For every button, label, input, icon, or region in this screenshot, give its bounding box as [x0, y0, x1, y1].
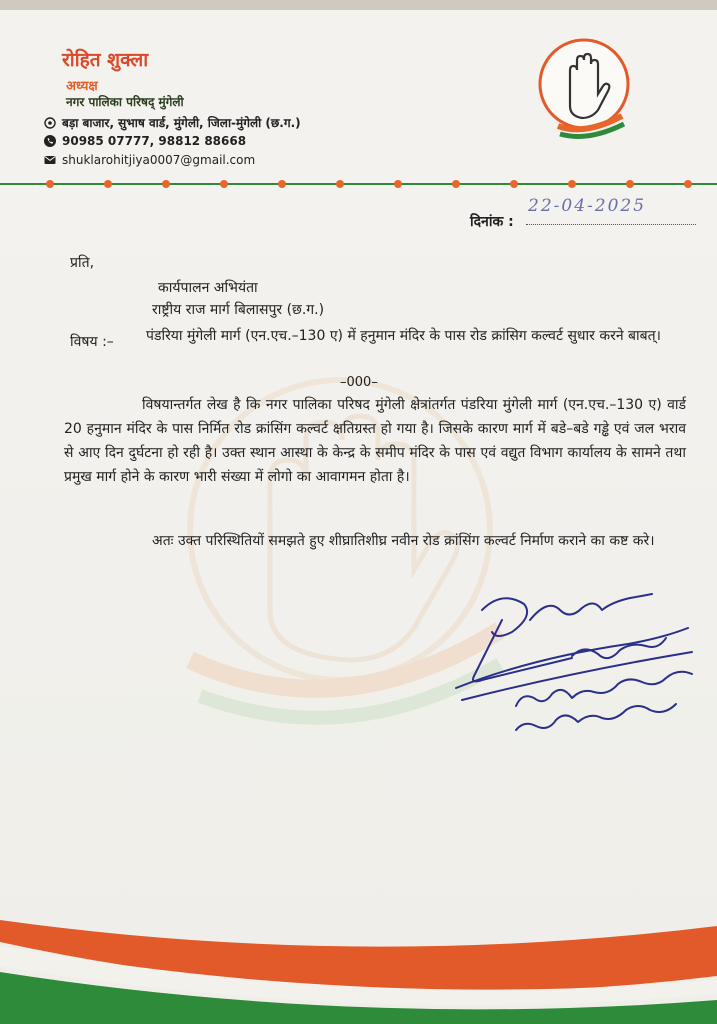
- sender-organization: नगर पालिका परिषद् मुंगेली: [66, 95, 184, 109]
- congress-hand-logo: [534, 36, 634, 144]
- address-text: बड़ा बाजार, सुभाष वार्ड, मुंगेली, जिला-मुंगेली (छ.ग.): [62, 116, 301, 130]
- top-edge: [0, 0, 717, 10]
- email-row: [44, 153, 255, 167]
- sender-designation: अध्यक्ष: [66, 79, 98, 94]
- body-paragraph-1: विषयान्तर्गत लेख है कि नगर पालिका परिषद मुंगेली क्षेत्रांतर्गत पंडरिया मुंगेली मार्ग (एन.एच.–130 ए) वार्ड 20 हनुमान मंदिर के पास निर्मित रोड क्रांसिंग कल्वर्ट क्षतिग्रस्त हो गया है। जिसके कारण मार्ग में बडे–बडे गड्ढे एवं जल भराव से आए दिन दुर्घटना हो रही है। उक्त स्थान आस्था के केन्द्र के समीप मंदिर के पास एवं वद्युत विभाग कार्यालय के सामने तथा प्रमुख मार्ग होने के कारण भारी संख्या में लोगो का आवागमन होता है।: [64, 397, 686, 485]
- header-divider: [0, 176, 717, 192]
- email-icon: [44, 154, 56, 166]
- recipient-line-2: राष्ट्रीय राज मार्ग बिलासपुर (छ.ग.): [152, 302, 325, 318]
- footer-stripes: [0, 890, 717, 1024]
- date-underline: [526, 224, 696, 225]
- phone-text: 90985 07777, 98812 88668: [62, 134, 247, 148]
- date-value: 22-04-2025: [528, 196, 647, 216]
- phone-icon: [44, 135, 56, 147]
- date-label: दिनांक :: [470, 214, 514, 230]
- recipient-line-1: कार्यपालन अभियंता: [158, 280, 258, 296]
- subject-label: विषय :–: [70, 334, 114, 350]
- recipient-prefix: प्रति,: [70, 255, 95, 271]
- sender-name: रोहित शुक्ला: [62, 49, 149, 71]
- separator: –000–: [340, 375, 378, 390]
- subject-text: पंडरिया मुंगेली मार्ग (एन.एच.–130 ए) में हनुमान मंदिर के पास रोड क्रांसिग कल्वर्ट सुधार करने बाबत्।: [146, 328, 661, 344]
- location-icon: [44, 117, 56, 129]
- phone-row: [44, 134, 246, 148]
- body-paragraph-2: अतः उक्त परिस्थितियों समझते हुए शीघ्रातिशीघ्र नवीन रोड क्रांसिंग कल्वर्ट निर्माण कराने का कष्ट करे।: [152, 533, 655, 549]
- email-text[interactable]: shuklarohitjiya0007@gmail.com: [62, 153, 256, 167]
- address-row: [44, 114, 301, 131]
- handwritten-signature: [452, 580, 702, 750]
